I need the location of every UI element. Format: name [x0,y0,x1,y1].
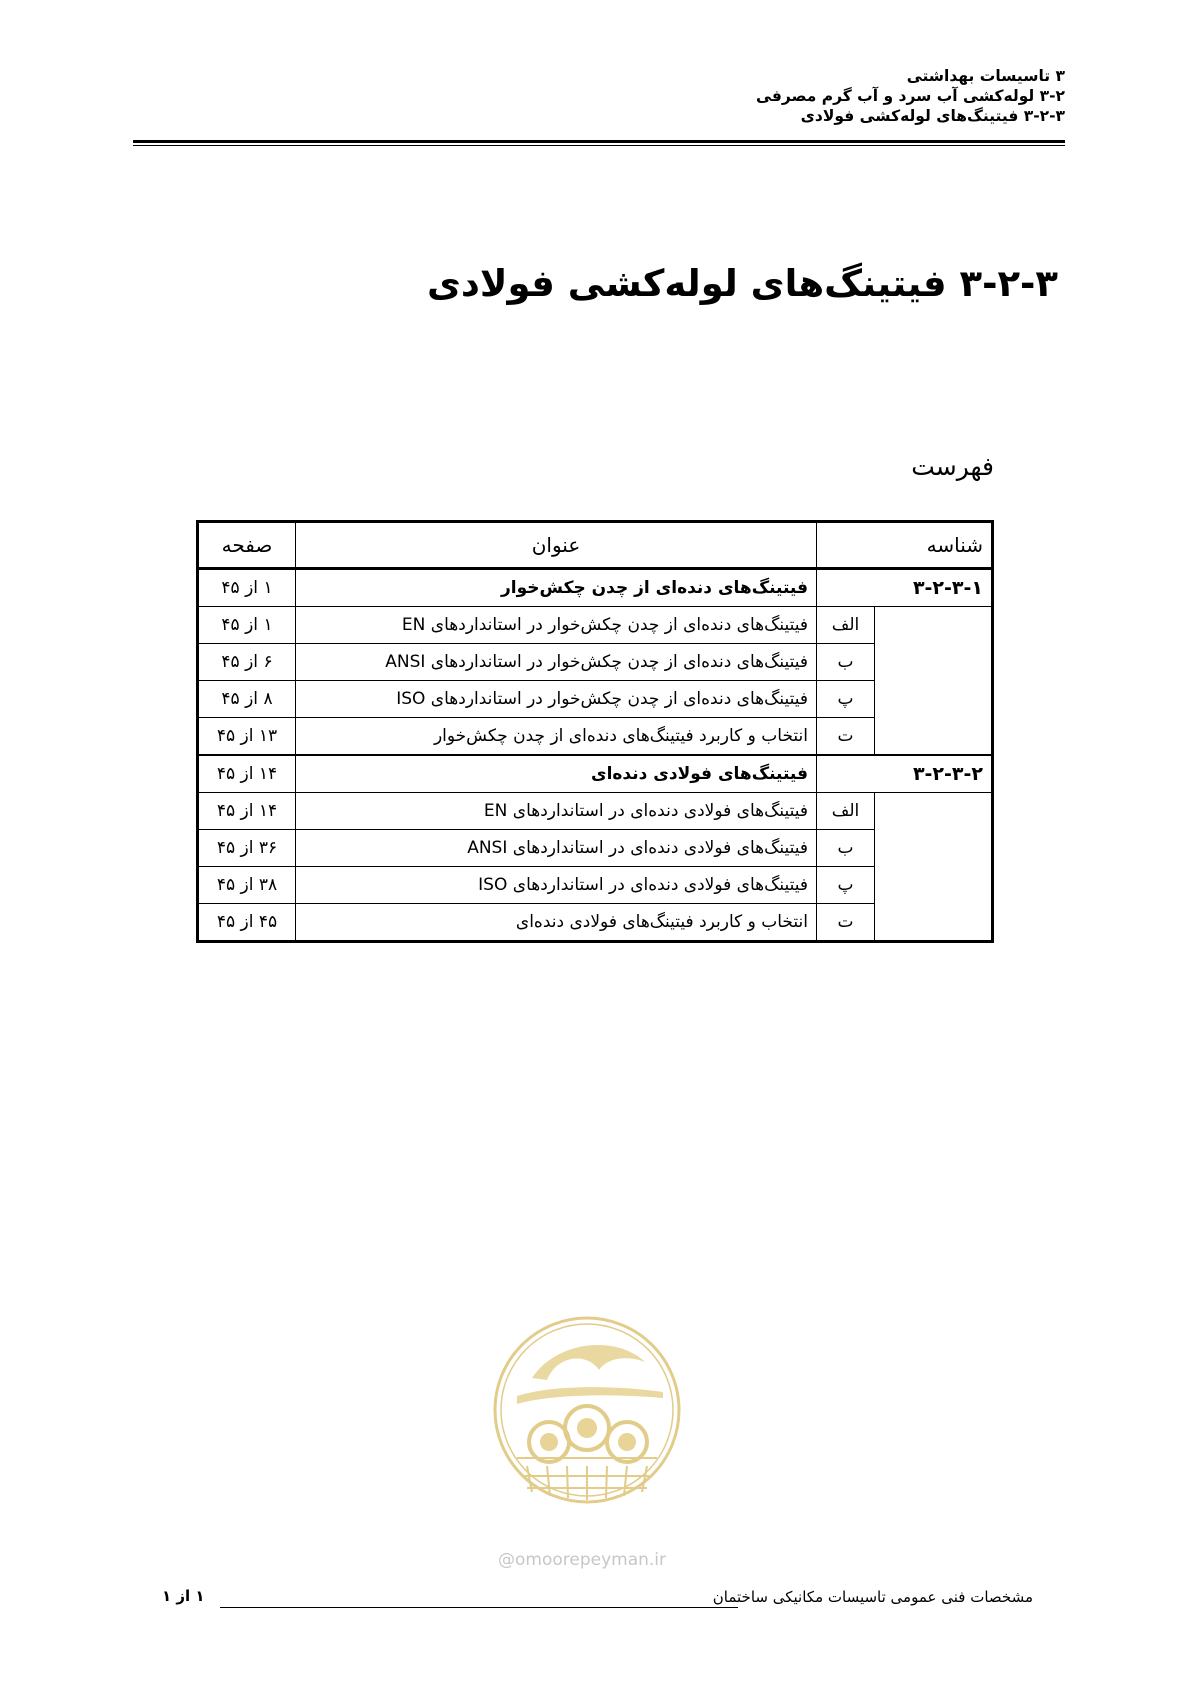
item-title[interactable]: انتخاب و کاربرد فیتینگ‌های دنده‌ای از چدن چکش‌خوار [296,718,817,756]
header-divider-thin [133,145,1065,146]
header-divider-thick [133,140,1065,143]
item-title[interactable]: فیتینگ‌های فولادی دنده‌ای در استانداردهای EN [296,793,817,830]
section-title[interactable]: فیتینگ‌های دنده‌ای از چدن چکش‌خوار [296,569,817,607]
toc-table [196,520,994,943]
item-letter: ب [817,830,875,867]
toc-section-row[interactable] [198,569,993,607]
toc-item-row[interactable] [198,904,993,942]
section-title[interactable]: فیتینگ‌های فولادی دنده‌ای [296,755,817,793]
footer-divider [220,1607,738,1608]
id-spacer [875,793,993,942]
header-chapter: ۳ تاسیسات بهداشتی [906,67,1065,85]
item-title[interactable]: فیتینگ‌های دنده‌ای از چدن چکش‌خوار در استانداردهای ANSI [296,644,817,681]
toc-item-row[interactable] [198,718,993,756]
toc-item-row[interactable] [198,793,993,830]
footer-book-title: مشخصات فنی عمومی تاسیسات مکانیکی ساختمان [712,1588,1033,1606]
item-letter: الف [817,793,875,830]
footer-page-number: ۱ از ۱ [162,1587,205,1605]
item-letter: ب [817,644,875,681]
item-page: ۳۸ از ۴۵ [198,867,296,904]
header-subsection: ۳-۲-۳ فیتینگ‌های لوله‌کشی فولادی [800,107,1065,125]
item-page: ۱ از ۴۵ [198,607,296,644]
column-header-page: صفحه [198,522,296,569]
item-page: ۸ از ۴۵ [198,681,296,718]
section-page: ۱۴ از ۴۵ [198,755,296,793]
item-title[interactable]: فیتینگ‌های فولادی دنده‌ای در استانداردهای ANSI [296,830,817,867]
item-letter: ت [817,718,875,756]
toc-item-row[interactable] [198,681,993,718]
column-header-title: عنوان [296,522,817,569]
item-letter: ت [817,904,875,942]
item-title[interactable]: فیتینگ‌های فولادی دنده‌ای در استانداردهای ISO [296,867,817,904]
item-letter: پ [817,867,875,904]
toc-heading: فهرست [911,452,994,481]
item-page: ۶ از ۴۵ [198,644,296,681]
item-title[interactable]: انتخاب و کاربرد فیتینگ‌های فولادی دنده‌ای [296,904,817,942]
toc-item-row[interactable] [198,607,993,644]
item-page: ۱۳ از ۴۵ [198,718,296,756]
watermark-stamp-logo [487,1300,687,1528]
column-header-id: شناسه [817,522,993,569]
item-page: ۱۴ از ۴۵ [198,793,296,830]
page-title: ۳-۲-۳ فیتینگ‌های لوله‌کشی فولادی [427,262,1058,305]
toc-header-row [198,522,993,569]
item-page: ۳۶ از ۴۵ [198,830,296,867]
running-header [125,66,1065,126]
header-section: ۳-۲ لوله‌کشی آب سرد و آب گرم مصرفی [756,87,1065,105]
toc-item-row[interactable] [198,830,993,867]
section-page: ۱ از ۴۵ [198,569,296,607]
section-id: ۳-۲-۳-۱ [817,569,993,607]
item-letter: الف [817,607,875,644]
id-spacer [875,607,993,756]
item-letter: پ [817,681,875,718]
toc-item-row[interactable] [198,867,993,904]
section-id: ۳-۲-۳-۲ [817,755,993,793]
toc-section-row[interactable] [198,755,993,793]
toc-item-row[interactable] [198,644,993,681]
item-title[interactable]: فیتینگ‌های دنده‌ای از چدن چکش‌خوار در استانداردهای ISO [296,681,817,718]
watermark-url: @omoorepeyman.ir [498,1550,667,1570]
item-title[interactable]: فیتینگ‌های دنده‌ای از چدن چکش‌خوار در استانداردهای EN [296,607,817,644]
item-page: ۴۵ از ۴۵ [198,904,296,942]
